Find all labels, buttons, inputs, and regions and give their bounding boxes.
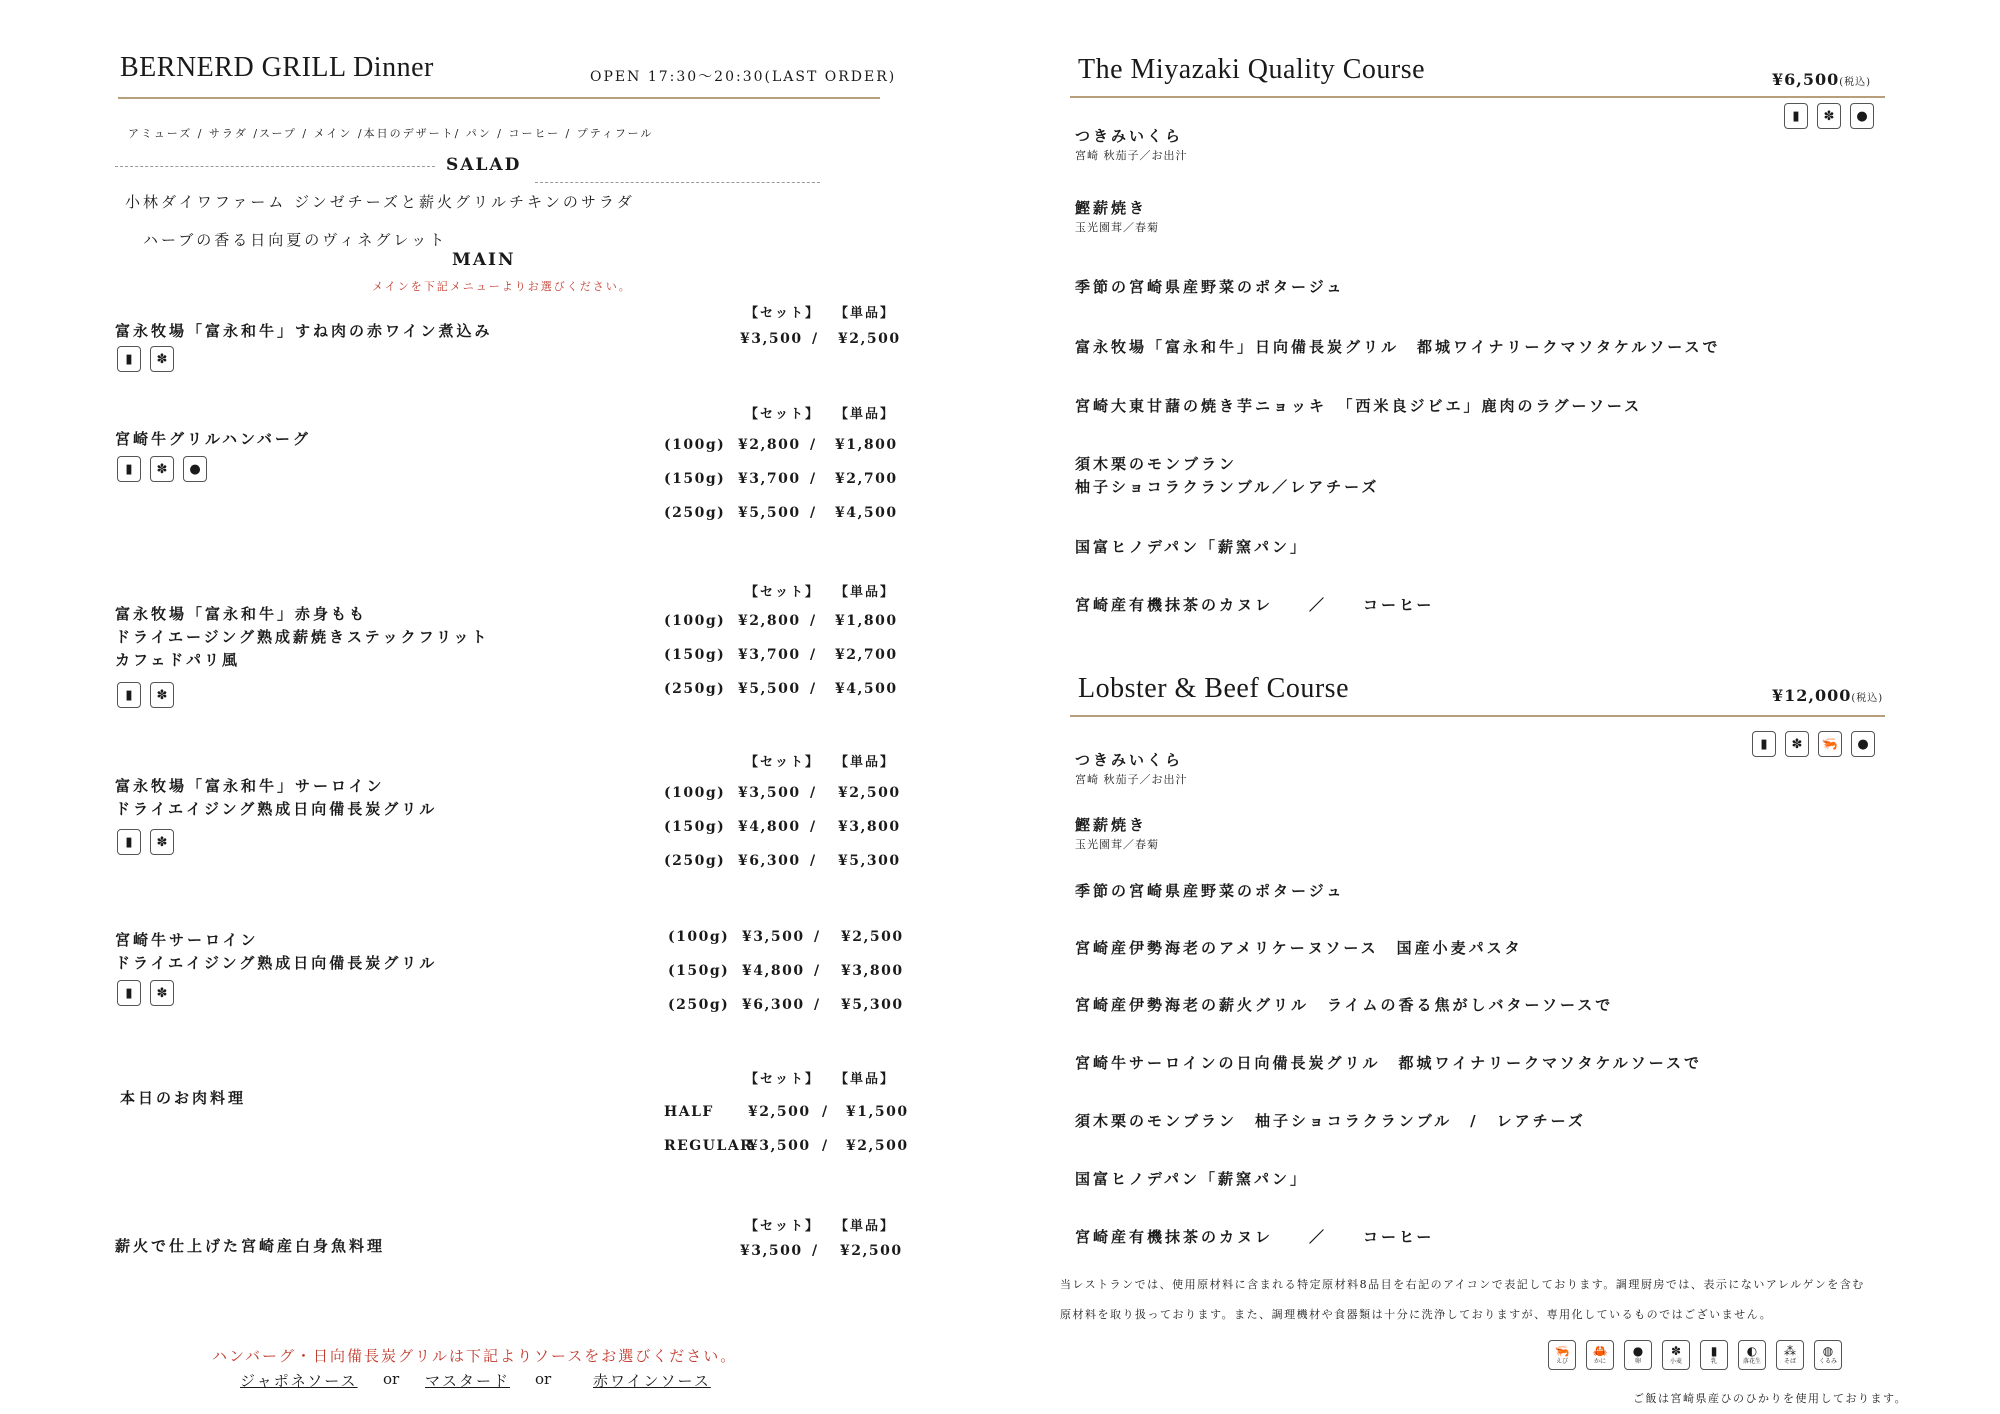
set-price: ¥3,500 [740,1243,803,1259]
course-divider [1070,715,1885,717]
set-price: ¥4,800 [738,819,801,835]
price-slash: / [810,647,817,663]
price-slash: / [814,963,821,979]
single-label: 【単品】 [835,1072,896,1087]
wheat-icon: ✽ [150,829,174,855]
size: HALF [664,1104,714,1120]
or-text: or [535,1370,552,1388]
item-name: 富永牧場「富永和牛」赤身もも [115,605,368,623]
sauce-note: ハンバーグ・日向備長炭グリルは下記よりソースをお選びください。 [212,1347,738,1365]
set-price: ¥3,500 [738,785,801,801]
allergen-note: 当レストランでは、使用原材料に含まれる特定原材料8品目を右記のアイコンで表記しております。調理厨房では、表示にないアレルゲンを含む [1060,1278,1865,1291]
or-text: or [383,1370,400,1388]
wheat-icon: ✽ [150,456,174,482]
single-price: ¥1,500 [846,1104,909,1120]
item-name: ドライエージング熟成薪焼きステックフリット [115,628,490,646]
item-name: 本日のお肉料理 [120,1089,247,1107]
course-price: ¥12,000(税込) [1772,686,1884,705]
item-name: 薪火で仕上げた宮崎産白身魚料理 [115,1237,386,1255]
wheat-icon: ✽ [150,682,174,708]
item-name: カフェドパリ風 [115,651,240,669]
rice-note: ご飯は宮崎県産ひのひかりを使用しております。 [1633,1392,1908,1405]
course-item: 須木栗のモンブラン [1075,455,1238,473]
item-name: 宮崎牛サーロイン [115,931,259,949]
set-price: ¥3,700 [738,471,801,487]
single-label: 【単品】 [835,306,896,321]
item-name: ドライエイジング熟成日向備長炭グリル [115,800,438,818]
size: (150g) [664,647,726,663]
size: (100g) [664,613,726,629]
single-price: ¥1,800 [835,437,898,453]
item-name: 富永牧場「富永和牛」サーロイン [115,777,385,795]
legend-label: 乳 [1710,1358,1717,1365]
salad-divider-right [535,182,820,183]
salad-divider-left [115,166,435,167]
size: (100g) [668,929,730,945]
size: (100g) [664,785,726,801]
milk-icon: ▮ 乳 [1700,1340,1728,1370]
set-price: ¥3,500 [740,331,803,347]
legend-label: 落花生 [1742,1358,1761,1365]
set-label: 【セット】 [745,407,821,422]
single-price: ¥1,800 [835,613,898,629]
set-label: 【セット】 [745,1072,821,1087]
wheat-icon: ✽ [150,346,174,372]
price-slash: / [814,997,821,1013]
title-divider [118,97,880,99]
size: (150g) [664,471,726,487]
crab-icon: 🦀 かに [1586,1340,1614,1370]
set-label: 【セット】 [745,1219,821,1234]
single-price: ¥2,500 [838,785,901,801]
course-item: 宮崎産伊勢海老のアメリケーヌソース 国産小麦パスタ [1075,939,1523,957]
single-price: ¥4,500 [835,681,898,697]
single-price: ¥2,500 [841,929,904,945]
course-item: 宮崎産有機抹茶のカヌレ ／ コーヒー [1075,1228,1435,1246]
legend-label: 小麦 [1669,1358,1682,1365]
salad-line-2: ハーブの香る日向夏のヴィネグレット [143,231,448,249]
set-price: ¥2,800 [738,437,801,453]
course-item: 宮崎牛サーロインの日向備長炭グリル 都城ワイナリークマソタケルソースで [1075,1054,1703,1072]
size: (250g) [664,505,726,521]
salad-line-1: 小林ダイワファーム ジンゼチーズと薪火グリルチキンのサラダ [125,193,635,211]
course-item: 柚子ショコラクランブル／レアチーズ [1075,478,1380,496]
set-price: ¥3,500 [742,929,805,945]
shrimp-icon: 🦐 [1818,731,1842,757]
price-slash: / [812,331,819,347]
price-slash: / [822,1138,829,1154]
size: (250g) [664,681,726,697]
single-label: 【単品】 [835,585,896,600]
wheat-icon: ✽ [1817,103,1841,129]
size: (150g) [668,963,730,979]
course-item: 鰹薪焼き [1075,816,1148,834]
single-price: ¥2,700 [835,647,898,663]
legend-label: えび [1555,1358,1568,1365]
set-price: ¥2,800 [738,613,801,629]
item-name: 富永牧場「富永和牛」すね肉の赤ワイン煮込み [115,322,493,340]
set-label: 【セット】 [745,585,821,600]
price-slash: / [810,613,817,629]
milk-icon: ▮ [117,829,141,855]
price-slash: / [810,819,817,835]
course-item-sub: 宮崎 秋茄子／お出汁 [1075,149,1188,162]
course-divider [1070,96,1885,98]
course-item: 国富ヒノデパン「薪窯パン」 [1075,538,1308,556]
course-item: 富永牧場「富永和牛」日向備長炭グリル 都城ワイナリークマソタケルソースで [1075,338,1721,356]
single-label: 【単品】 [835,755,896,770]
course-item: 季節の宮崎県産野菜のポタージュ [1075,882,1345,900]
course-title: The Miyazaki Quality Course [1078,54,1426,85]
single-price: ¥3,800 [838,819,901,835]
course-item: つきみいくら [1075,751,1184,769]
single-price: ¥2,500 [838,331,901,347]
salad-heading: SALAD [446,155,522,175]
sauce-option: 赤ワインソース [593,1372,711,1390]
course-item: 季節の宮崎県産野菜のポタージュ [1075,278,1345,296]
wheat-icon: ✽ [1785,731,1809,757]
egg-icon: ● [183,456,207,482]
single-label: 【単品】 [835,407,896,422]
peanut-icon: ◐ 落花生 [1738,1340,1766,1370]
course-title: Lobster & Beef Course [1078,673,1349,704]
set-price: ¥6,300 [738,853,801,869]
milk-icon: ▮ [1752,731,1776,757]
single-price: ¥3,800 [841,963,904,979]
milk-icon: ▮ [1784,103,1808,129]
set-price: ¥4,800 [742,963,805,979]
legend-label: そば [1783,1358,1796,1365]
single-price: ¥2,700 [835,471,898,487]
price-slash: / [810,853,817,869]
milk-icon: ▮ [117,346,141,372]
sauce-option: マスタード [425,1372,511,1390]
price-slash: / [814,929,821,945]
course-item: 鰹薪焼き [1075,199,1148,217]
legend-label: かに [1593,1358,1606,1365]
course-item: つきみいくら [1075,127,1184,145]
price-slash: / [810,681,817,697]
walnut-icon: ◍ くるみ [1814,1340,1842,1370]
course-item: 国富ヒノデパン「薪窯パン」 [1075,1170,1308,1188]
egg-icon: ● 卵 [1624,1340,1652,1370]
set-price: ¥5,500 [738,681,801,697]
set-price: ¥6,300 [742,997,805,1013]
price-slash: / [810,471,817,487]
course-item-sub: 玉光園茸／春菊 [1075,221,1159,234]
buckwheat-icon: ⁂ そば [1776,1340,1804,1370]
allergen-note: 原材料を取り扱っております。また、調理機材や食器類は十分に洗浄しておりますが、専用化しているものではございません。 [1060,1308,1773,1321]
size: (250g) [664,853,726,869]
price-slash: / [822,1104,829,1120]
milk-icon: ▮ [117,682,141,708]
item-name: ドライエイジング熟成日向備長炭グリル [115,954,438,972]
opening-hours: OPEN 17:30〜20:30(LAST ORDER) [590,69,897,85]
price-slash: / [810,437,817,453]
legend-label: くるみ [1818,1358,1837,1365]
course-item-sub: 宮崎 秋茄子／お出汁 [1075,773,1188,786]
size: (100g) [664,437,726,453]
main-note: メインを下記メニューよりお選びください。 [372,280,632,293]
item-name: 宮崎牛グリルハンバーグ [115,430,311,448]
set-price: ¥3,500 [748,1138,811,1154]
course-item: 須木栗のモンブラン 柚子ショコラクランブル / レアチーズ [1075,1112,1586,1130]
milk-icon: ▮ [117,456,141,482]
shrimp-icon: 🦐 えび [1548,1340,1576,1370]
egg-icon: ● [1850,103,1874,129]
wheat-icon: ✽ 小麦 [1662,1340,1690,1370]
egg-icon: ● [1851,731,1875,757]
sauce-option: ジャポネソース [240,1372,358,1390]
price-slash: / [810,505,817,521]
course-item: 宮崎産有機抹茶のカヌレ ／ コーヒー [1075,596,1435,614]
set-label: 【セット】 [745,306,821,321]
single-price: ¥5,300 [838,853,901,869]
single-price: ¥4,500 [835,505,898,521]
size: (150g) [664,819,726,835]
price-slash: / [812,1243,819,1259]
main-heading: MAIN [452,250,516,270]
price-slash: / [810,785,817,801]
course-line: アミューズ / サラダ /スープ / メイン /本日のデザート/ パン / コーヒー / プティフール [128,127,654,140]
set-label: 【セット】 [745,755,821,770]
course-item-sub: 玉光園茸／春菊 [1075,838,1159,851]
single-price: ¥2,500 [840,1243,903,1259]
single-price: ¥5,300 [841,997,904,1013]
single-price: ¥2,500 [846,1138,909,1154]
set-price: ¥2,500 [748,1104,811,1120]
set-price: ¥5,500 [738,505,801,521]
menu-title: BERNERD GRILL Dinner [120,52,434,83]
course-item: 宮崎産伊勢海老の薪火グリル ライムの香る焦がしバターソースで [1075,996,1614,1014]
course-price: ¥6,500(税込) [1772,70,1872,89]
wheat-icon: ✽ [150,980,174,1006]
milk-icon: ▮ [117,980,141,1006]
size: REGULAR [664,1138,754,1154]
single-label: 【単品】 [835,1219,896,1234]
size: (250g) [668,997,730,1013]
legend-label: 卵 [1634,1358,1641,1365]
course-item: 宮崎大東甘藷の焼き芋ニョッキ 「西米良ジビエ」鹿肉のラグーソース [1075,397,1643,415]
set-price: ¥3,700 [738,647,801,663]
